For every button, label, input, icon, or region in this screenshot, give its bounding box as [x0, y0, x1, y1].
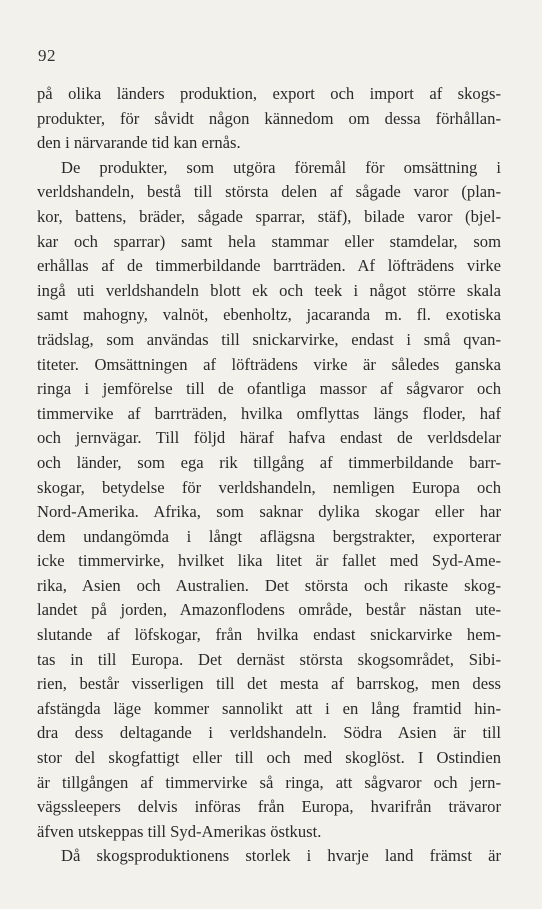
text-line: slutande af löfskogar, från hvilka endast snickarvirke hem- — [37, 625, 501, 645]
text-line: titeter. Omsättningen af löfträdens virke är således ganska — [37, 354, 501, 374]
text-line: stor del skogfattigt eller till och med skoglöst. I Ostindien — [37, 748, 501, 768]
text-line: landet på jorden, Amazonflodens område, består nästan ute- — [37, 600, 501, 620]
text-line: verldshandeln, bestå till största delen af sågade varor (plan- — [37, 182, 501, 202]
text-line: ingå uti verldshandeln blott ek och teek i något större skala — [37, 280, 501, 300]
text-line: timmervike af barrträden, hvilka omflyttas längs floder, haf — [37, 403, 501, 423]
text-line: Då skogsproduktionens storlek i hvarje land främst är — [61, 846, 501, 866]
text-line: icke timmervirke, hvilket lika litet är fallet med Syd-Ame- — [37, 551, 501, 571]
text-line: kor, battens, bräder, sågade sparrar, stäf), bilade varor (bjel- — [37, 206, 501, 226]
text-line: produkter, för såvidt någon kännedom om dessa förhållan- — [37, 108, 501, 128]
text-line: dra dess deltagande i verldshandeln. Södra Asien är till — [37, 723, 501, 743]
text-line: ringa i jemförelse till de ofantliga massor af sågvaror och — [37, 379, 501, 399]
text-line: rika, Asien och Australien. Det största och rikaste skog- — [37, 575, 501, 595]
text-line: kar och sparrar) samt hela stammar eller stamdelar, som — [37, 231, 501, 251]
text-line: den i närvarande tid kan ernås. — [37, 133, 241, 153]
page-number: 92 — [38, 46, 56, 65]
text-line: Nord-Amerika. Afrika, som saknar dylika skogar eller har — [37, 502, 501, 522]
text-line: vägssleepers delvis införas från Europa, hvarifrån trävaror — [37, 797, 501, 817]
text-line: afstängda läge kommer sannolikt att i en lång framtid hin- — [37, 698, 501, 718]
text-line: äfven utskeppas till Syd-Amerikas östkust. — [37, 821, 322, 841]
text-line: trädslag, som användas till snickarvirke, endast i små qvan- — [37, 329, 501, 349]
text-line: och länder, som ega rik tillgång af timmerbildande barr- — [37, 452, 501, 472]
text-line: är tillgången af timmervirke så ringa, att sågvaror och jern- — [37, 772, 501, 792]
text-line: rien, består visserligen till det mesta af barrskog, men dess — [37, 674, 501, 694]
body-text — [37, 82, 501, 869]
text-line: och jernvägar. Till följd häraf hafva endast de verldsdelar — [37, 428, 501, 448]
text-line: samt mahogny, valnöt, ebenholtz, jacaranda m. fl. exotiska — [37, 305, 501, 325]
text-line: De produkter, som utgöra föremål för omsättning i — [61, 157, 501, 177]
text-line: skogar, betydelse för verldshandeln, nemligen Europa och — [37, 477, 501, 497]
text-line: erhållas af de timmerbildande barrträden. Af löfträdens virke — [37, 256, 501, 276]
text-line: tas in till Europa. Det dernäst största skogsområdet, Sibi- — [37, 649, 501, 669]
text-line: på olika länders produktion, export och import af skogs- — [37, 84, 501, 103]
text-line: dem undangömda i långt aflägsna bergstrakter, exporterar — [37, 526, 501, 546]
